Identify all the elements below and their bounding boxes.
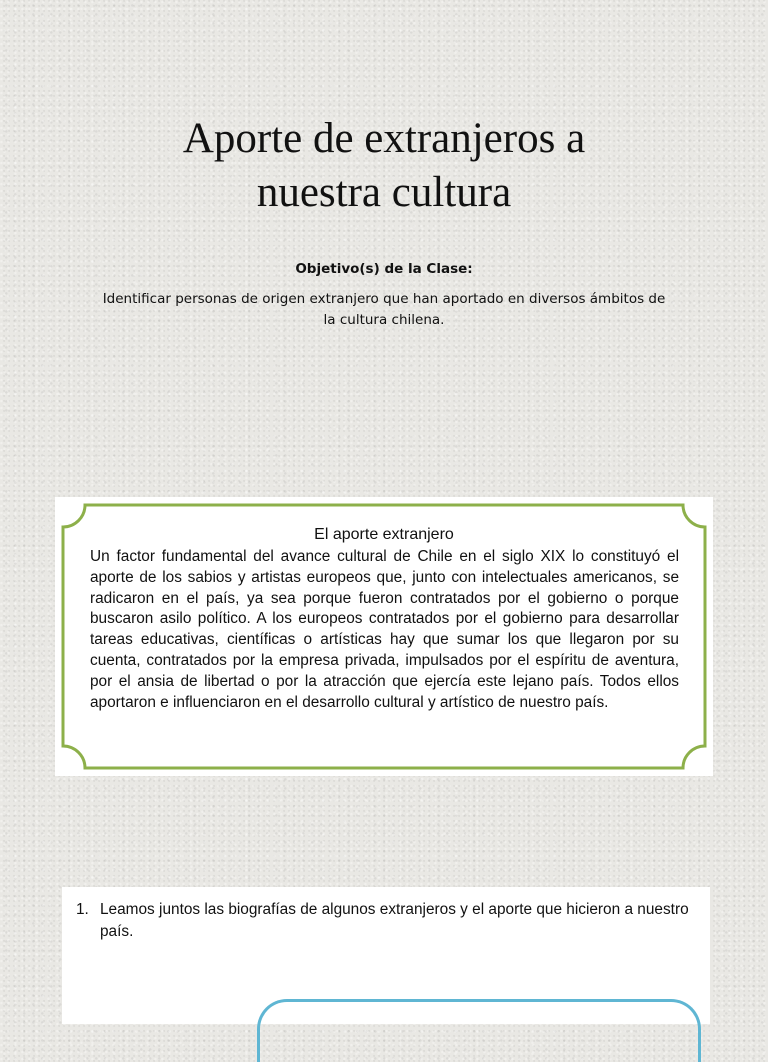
slide-title-line-2: nuestra cultura <box>256 169 512 216</box>
slide-title <box>0 112 768 220</box>
biography-card <box>257 999 701 1062</box>
objective-heading: Objetivo(s) de la Clase: <box>295 261 473 277</box>
activity-panel <box>62 887 710 1024</box>
slide-title-line-1: Aporte de extranjeros a <box>182 115 586 162</box>
activity-text: Leamos juntos las biografías de algunos extranjeros y el aporte que hicieron a nuestro país. <box>100 901 689 940</box>
info-panel <box>55 497 713 776</box>
info-box-body: Un factor fundamental del avance cultural de Chile en el siglo XIX lo constituyó el aporte de los sabios y artistas europeos que, junto con intelectuales americanos, se radicaron en el país, ya sea porque fueron contratados por el gobierno o porque buscaron asilo político. A los europeos contratados por el gobierno para desarrollar tareas educativas, científicas o artísticas hay que sumar los que llegaron por su cuenta, contratados por la empresa privada, impulsados por el espíritu de aventura, por el ansia de libertad o por la atracción que ejercía este lejano país. Todos ellos aportaron e influenciaron en el desarrollo cultural y artístico de nuestro país. <box>90 548 679 711</box>
activity-number: 1. <box>76 901 89 918</box>
objective-text: Identificar personas de origen extranjero que han aportado en diversos ámbitos de la cultura chilena. <box>102 291 666 328</box>
info-box-title: El aporte extranjero <box>314 526 454 543</box>
